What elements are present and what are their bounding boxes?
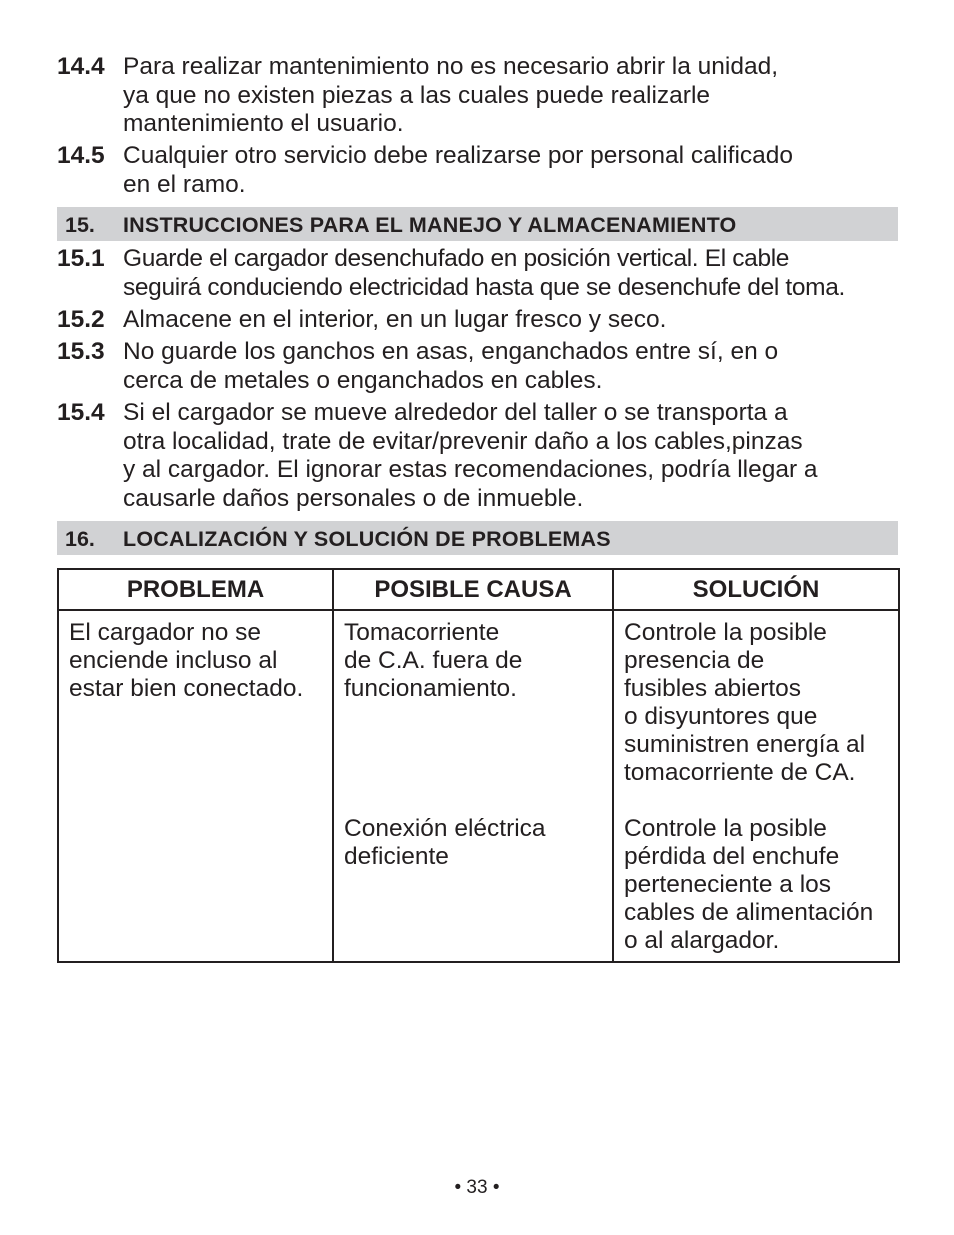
table-header-row [58, 569, 899, 610]
section-number: 16. [65, 527, 95, 551]
cause-text-2: Conexión eléctrica deficiente [344, 815, 546, 870]
section-title: INSTRUCCIONES PARA EL MANEJO Y ALMACENAMIENTO [123, 213, 737, 237]
page-number: • 33 • [454, 1177, 500, 1198]
column-header-solucion: SOLUCIÓN [613, 569, 899, 610]
item-14-4 [57, 53, 902, 139]
item-number: 14.5 [57, 142, 105, 169]
item-15-4 [57, 399, 902, 513]
problem-text: El cargador no se enciende incluso al estar bien conectado. [69, 619, 304, 702]
table-row [58, 610, 899, 962]
item-number: 15.3 [57, 338, 105, 365]
item-text: Para realizar mantenimiento no es necesario abrir la unidad, ya que no existen piezas a las cuales puede realizarle mantenimiento el usuario. [123, 53, 779, 137]
cause-cell [333, 610, 613, 962]
item-15-3 [57, 338, 902, 395]
cause-text-1: Tomacorriente de C.A. fuera de funcionamiento. [344, 619, 523, 702]
item-15-2 [57, 306, 902, 335]
item-text: Guarde el cargador desenchufado en posición vertical. El cable seguirá conduciendo electricidad hasta que se desenchufe del toma. [123, 245, 845, 301]
solution-cell [613, 610, 899, 962]
solution-text-2: Controle la posible pérdida del enchufe perteneciente a los cables de alimentación o al alargador. [624, 815, 874, 954]
item-number: 15.1 [57, 245, 105, 272]
item-number: 14.4 [57, 53, 105, 80]
item-text: No guarde los ganchos en asas, enganchados entre sí, en o cerca de metales o enganchados en cables. [123, 338, 779, 394]
item-number: 15.4 [57, 399, 105, 426]
item-14-5 [57, 142, 902, 199]
item-15-1 [57, 245, 902, 302]
section-header-15 [57, 207, 898, 241]
item-text: Almacene en el interior, en un lugar fresco y seco. [123, 306, 667, 333]
section-number: 15. [65, 213, 95, 237]
section-header-16 [57, 521, 898, 555]
item-text: Si el cargador se mueve alrededor del taller o se transporta a otra localidad, trate de evitar/prevenir daño a los cables,pinzas y al cargador. El ignorar estas recomendaciones, podría llegar a causarle daños personales o de inmueble. [123, 399, 818, 512]
item-text: Cualquier otro servicio debe realizarse por personal calificado en el ramo. [123, 142, 794, 198]
section-title: LOCALIZACIÓN Y SOLUCIÓN DE PROBLEMAS [123, 527, 611, 551]
problem-cell [58, 610, 333, 962]
solution-text-1: Controle la posible presencia de fusibles abiertos o disyuntores que suministren energía al tomacorriente de CA. [624, 619, 866, 786]
column-header-problema: PROBLEMA [58, 569, 333, 610]
item-number: 15.2 [57, 306, 105, 333]
troubleshooting-table [57, 568, 900, 963]
column-header-posible-causa: POSIBLE CAUSA [333, 569, 613, 610]
